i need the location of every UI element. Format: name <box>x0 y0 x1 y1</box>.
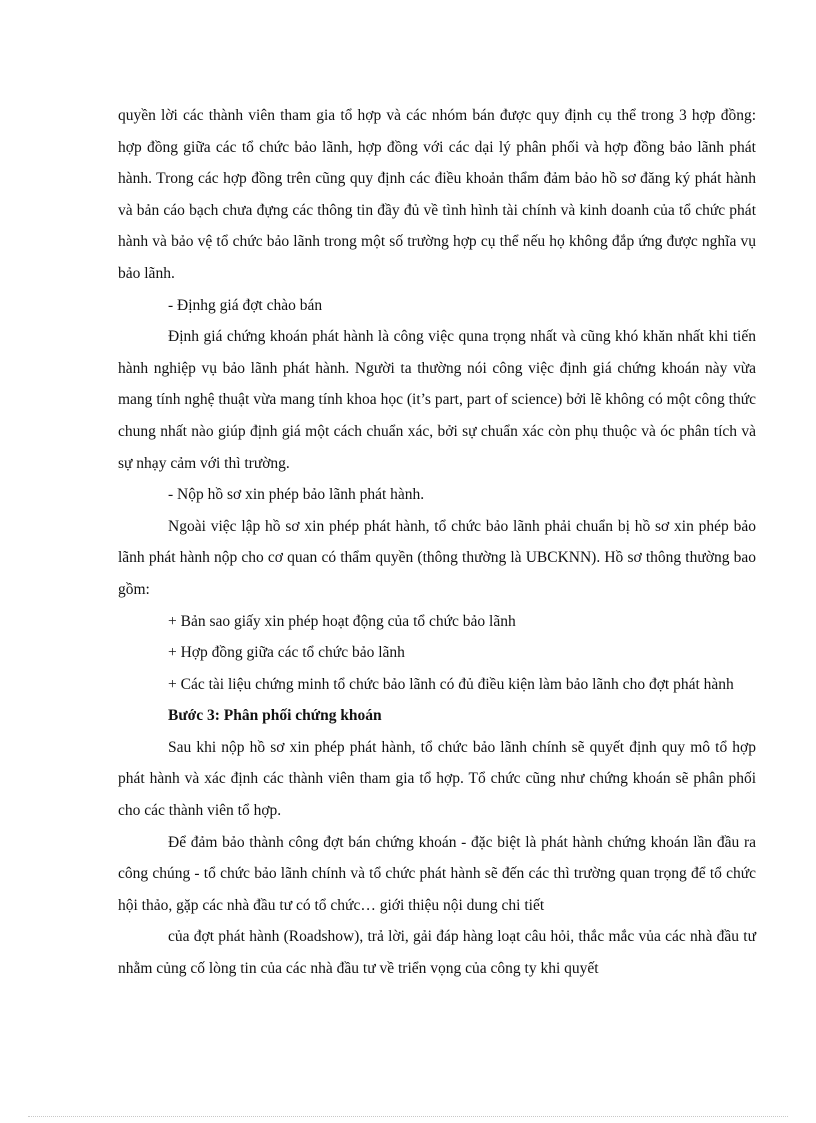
paragraph-syndicate-distribution: Sau khi nộp hồ sơ xin phép phát hành, tổ chức bảo lãnh chính sẽ quyết định quy mô tổ hợp phát hành và xác định các thành viên tham gia tổ hợp. Tổ chức cũng như chứng khoán sẽ phân phối cho các thành viên tổ hợp. <box>118 738 756 820</box>
item-pricing-offering: - Địnhg giá đợt chào bán <box>168 296 323 314</box>
paragraph-application-dossier: Ngoài việc lập hồ sơ xin phép phát hành, tổ chức bảo lãnh phải chuẩn bị hồ sơ xin phép bảo lãnh phát hành nộp cho cơ quan có thẩm quyền (thông thường là UBCKNN). Hồ sơ thông thường bao gồm: <box>118 517 756 598</box>
paragraph-roadshow-details: của đợt phát hành (Roadshow), trả lời, gải đáp hàng loạt câu hỏi, thắc mắc vủa các nhà đầu tư nhằm củng cố lòng tin của các nhà đầu tư về triển vọng của công ty khi quyết <box>118 928 756 978</box>
paragraph-rights-and-contracts: quyền lời các thành viên tham gia tổ hợp và các nhóm bán được quy định cụ thể trong 3 hợp đồng: hợp đồng giữa các tổ chức bảo lãnh, hợp đồng với các dại lý phân phối và hợp đồng bảo lãnh phát hành. Trong các hợp đồng trên cũng quy định các điều khoản thẩm đảm bảo hồ sơ đăng ký phát hành và bản cáo bạch chưa đựng các thông tin đầy đủ về tình hình tài chính và kinh doanh của tổ chức phát hành và bảo vệ tổ chức bảo lãnh trong một số trường hợp cụ thể nếu họ không đắp ứng được nghĩa vụ bảo lãnh. <box>118 107 756 282</box>
document-body <box>118 100 756 985</box>
list-item-underwriter-contract: + Hợp đồng giữa các tổ chức bảo lãnh <box>168 644 405 662</box>
list-item-eligibility-documents: + Các tài liệu chứng minh tổ chức bảo lãnh có đủ điều kiện làm bảo lãnh cho đợt phát hành <box>168 675 734 693</box>
page-bottom-divider <box>28 1116 788 1117</box>
paragraph-roadshow-intro: Để đảm bảo thành công đợt bán chứng khoán - đặc biệt là phát hành chứng khoán lần đầu ra công chúng - tổ chức bảo lãnh chính và tổ chức phát hành sẽ đến các thì trường quan trọng để tổ chức hội thảo, gặp các nhà đầu tư có tổ chức… giới thiệu nội dung chi tiết <box>118 833 756 914</box>
section-heading-step-3: Bước 3: Phân phối chứng khoán <box>168 707 382 725</box>
item-submit-application: - Nộp hồ sơ xin phép bảo lãnh phát hành. <box>168 486 425 504</box>
paragraph-pricing-securities: Định giá chứng khoán phát hành là công việc quna trọng nhất và cũng khó khăn nhất khi tiến hành nghiệp vụ bảo lãnh phát hành. Người ta thường nói công việc định giá chứng khoán này vừa mang tính nghệ thuật vừa mang tính khoa học (it’s part, part of science) bởi lẽ không có một công thức chung nhất nào giúp định giá một cách chuẩn xác, bởi sự chuẩn xác còn phụ thuộc và óc phân tích và sự nhạy cảm với thì trường. <box>118 328 756 472</box>
list-item-license-copy: + Bản sao giấy xin phép hoạt động của tổ chức bảo lãnh <box>168 612 516 630</box>
